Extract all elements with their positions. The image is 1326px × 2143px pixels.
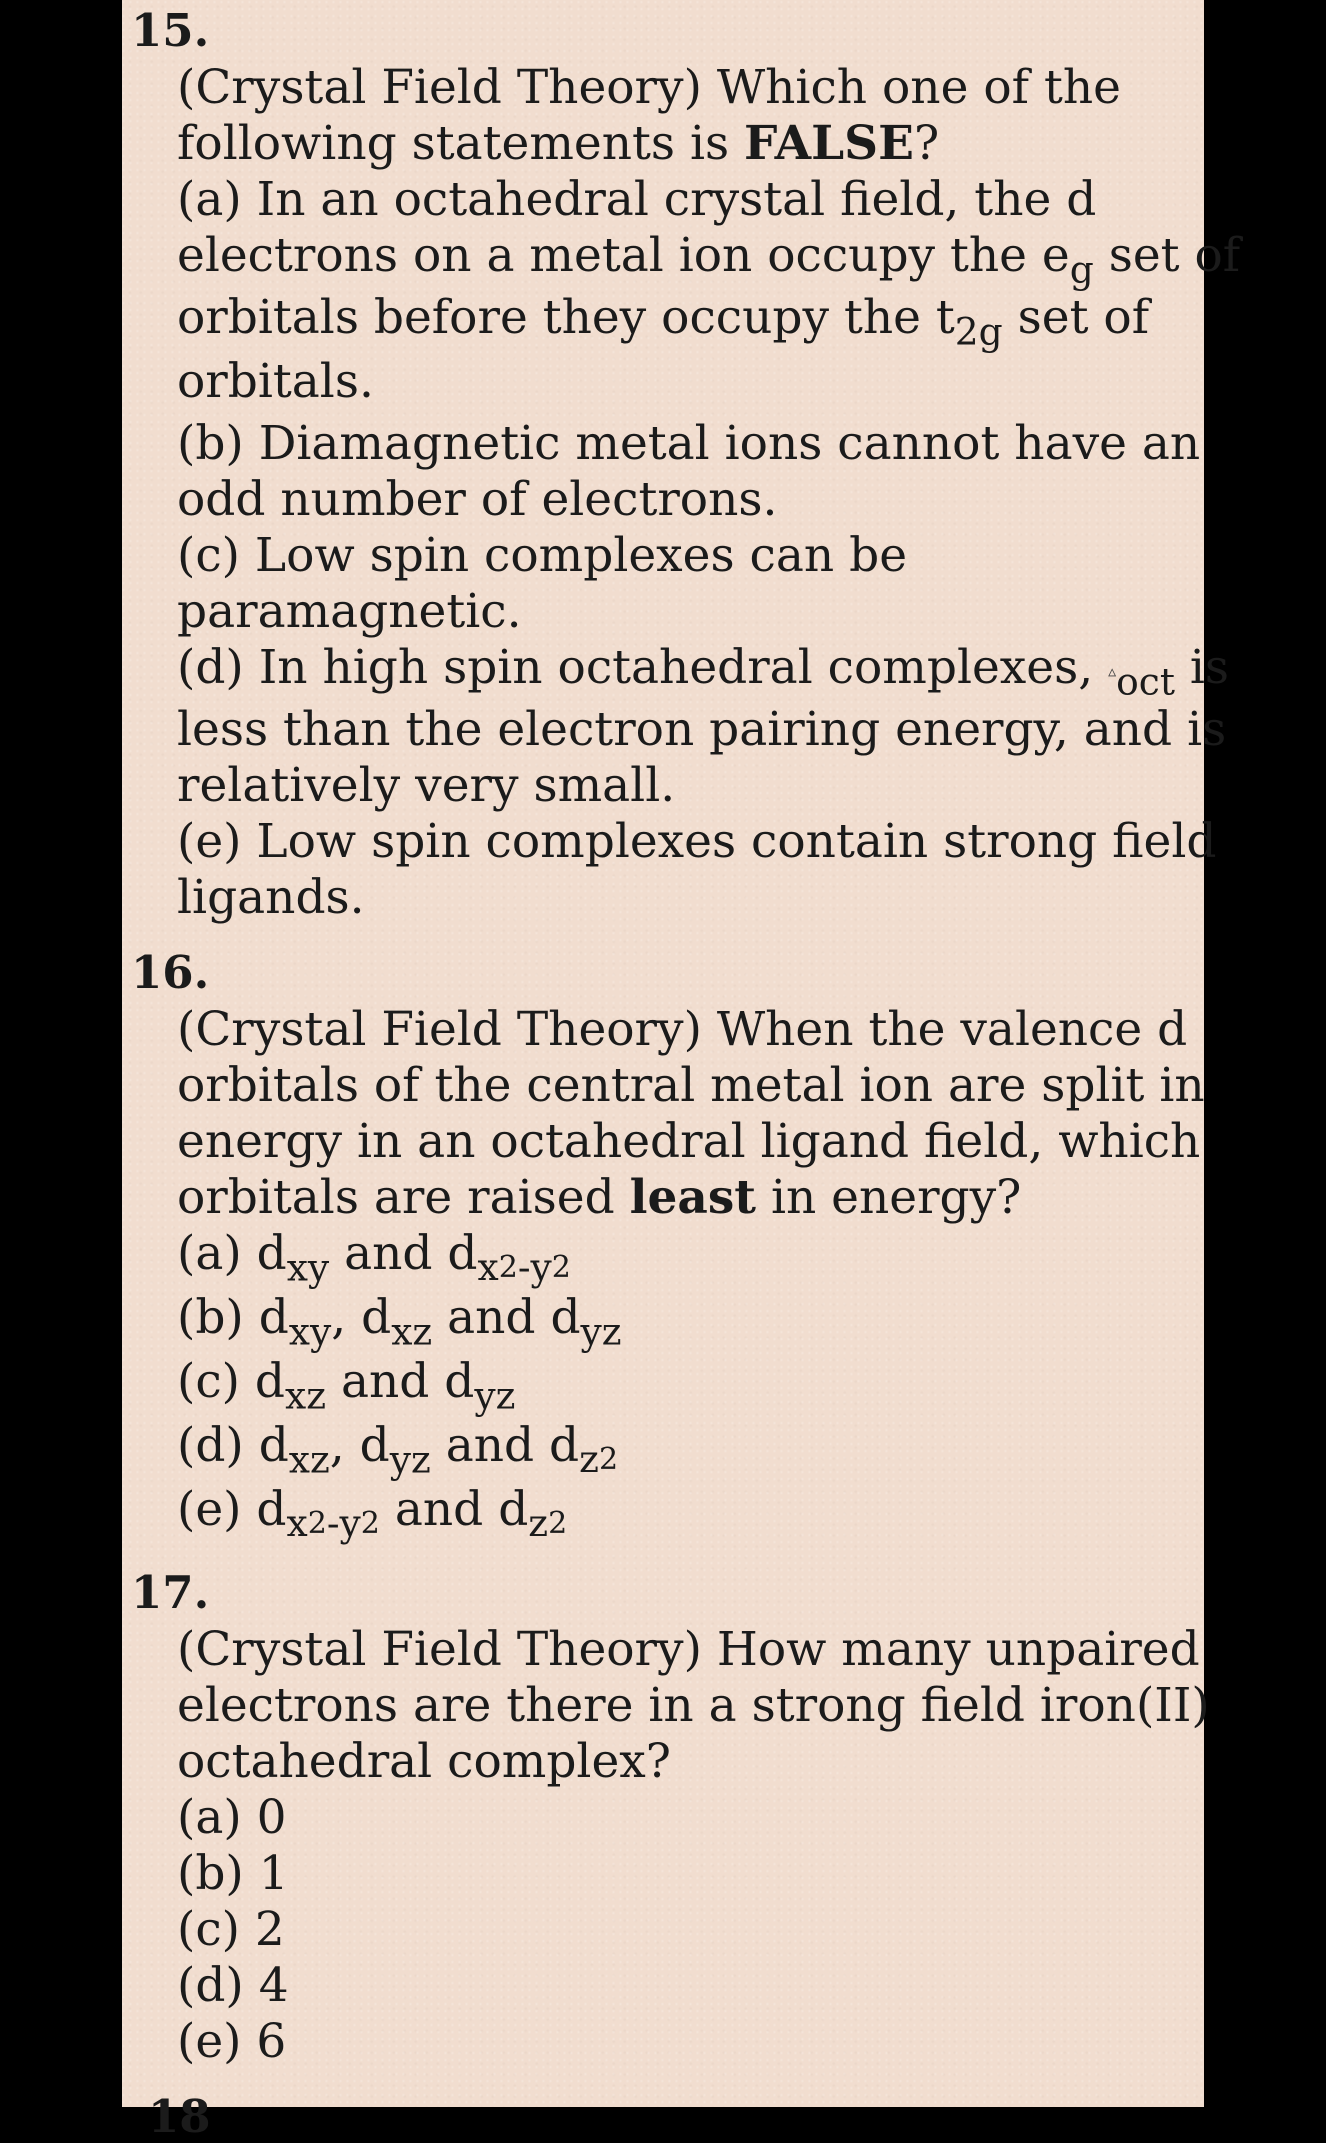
option-e: (e) 6: [177, 2014, 287, 2069]
option-c: (c) $d_{xz}$ and $d_{yz}$: [177, 1354, 516, 1418]
option-b-line-1: (b) Diamagnetic metal ions cannot have an: [177, 416, 1201, 471]
question-stem-line-4: orbitals are raised least in energy?: [177, 1170, 1022, 1225]
option-d-line-1: (d) In high spin octahedral complexes, $▵_{oct}$ is: [177, 640, 1230, 704]
option-c-line-2: paramagnetic.: [177, 584, 522, 639]
question-stem-line-2: following statements is FALSE?: [177, 116, 940, 171]
option-e: (e) $d_{x^2-y^2}$ and $d_{z^2}$: [177, 1482, 568, 1546]
question-stem-line-1: (Crystal Field Theory) Which one of the: [177, 60, 1121, 115]
option-c-line-1: (c) Low spin complexes can be: [177, 528, 908, 583]
question-stem-line-2: orbitals of the central metal ion are split in: [177, 1058, 1205, 1113]
option-e-line-2: ligands.: [177, 870, 365, 925]
delta-symbol: ▵: [1108, 661, 1117, 681]
option-d-line-3: relatively very small.: [177, 758, 676, 813]
question-stem-line-3: energy in an octahedral ligand field, which: [177, 1114, 1201, 1169]
next-question-number-cut: 18: [148, 2090, 211, 2143]
option-a-line-1: (a) In an octahedral crystal field, the d: [177, 172, 1097, 227]
question-stem-line-1: (Crystal Field Theory) How many unpaired: [177, 1622, 1200, 1677]
option-d: (d) 4: [177, 1958, 289, 2013]
option-a: (a) 0: [177, 1790, 287, 1845]
option-a-line-4: orbitals.: [177, 354, 374, 409]
option-a: (a) $d_{xy}$ and $d_{x^2-y^2}$: [177, 1226, 571, 1290]
question-stem-line-1: (Crystal Field Theory) When the valence d: [177, 1002, 1188, 1057]
option-b-line-2: odd number of electrons.: [177, 472, 778, 527]
option-d-line-2: less than the electron pairing energy, and is: [177, 702, 1227, 757]
question-number: 16.: [131, 946, 210, 999]
option-a-line-3: orbitals before they occupy the $t_{2g}$ set of: [177, 290, 1150, 354]
option-b: (b) 1: [177, 1846, 289, 1901]
question-number: 17.: [131, 1566, 210, 1619]
option-c: (c) 2: [177, 1902, 285, 1957]
option-d: (d) $d_{xz}$, $d_{yz}$ and $d_{z^2}$: [177, 1418, 619, 1482]
document-page: [122, 0, 1241, 2143]
question-number: 15.: [131, 4, 210, 57]
option-a-line-2: electrons on a metal ion occupy the $e_g$ set of: [177, 228, 1241, 292]
question-stem-line-2: electrons are there in a strong field iron(II): [177, 1678, 1210, 1733]
option-e-line-1: (e) Low spin complexes contain strong field: [177, 814, 1217, 869]
question-stem-line-3: octahedral complex?: [177, 1734, 671, 1789]
option-b: (b) $d_{xy}$, $d_{xz}$ and $d_{yz}$: [177, 1290, 622, 1354]
